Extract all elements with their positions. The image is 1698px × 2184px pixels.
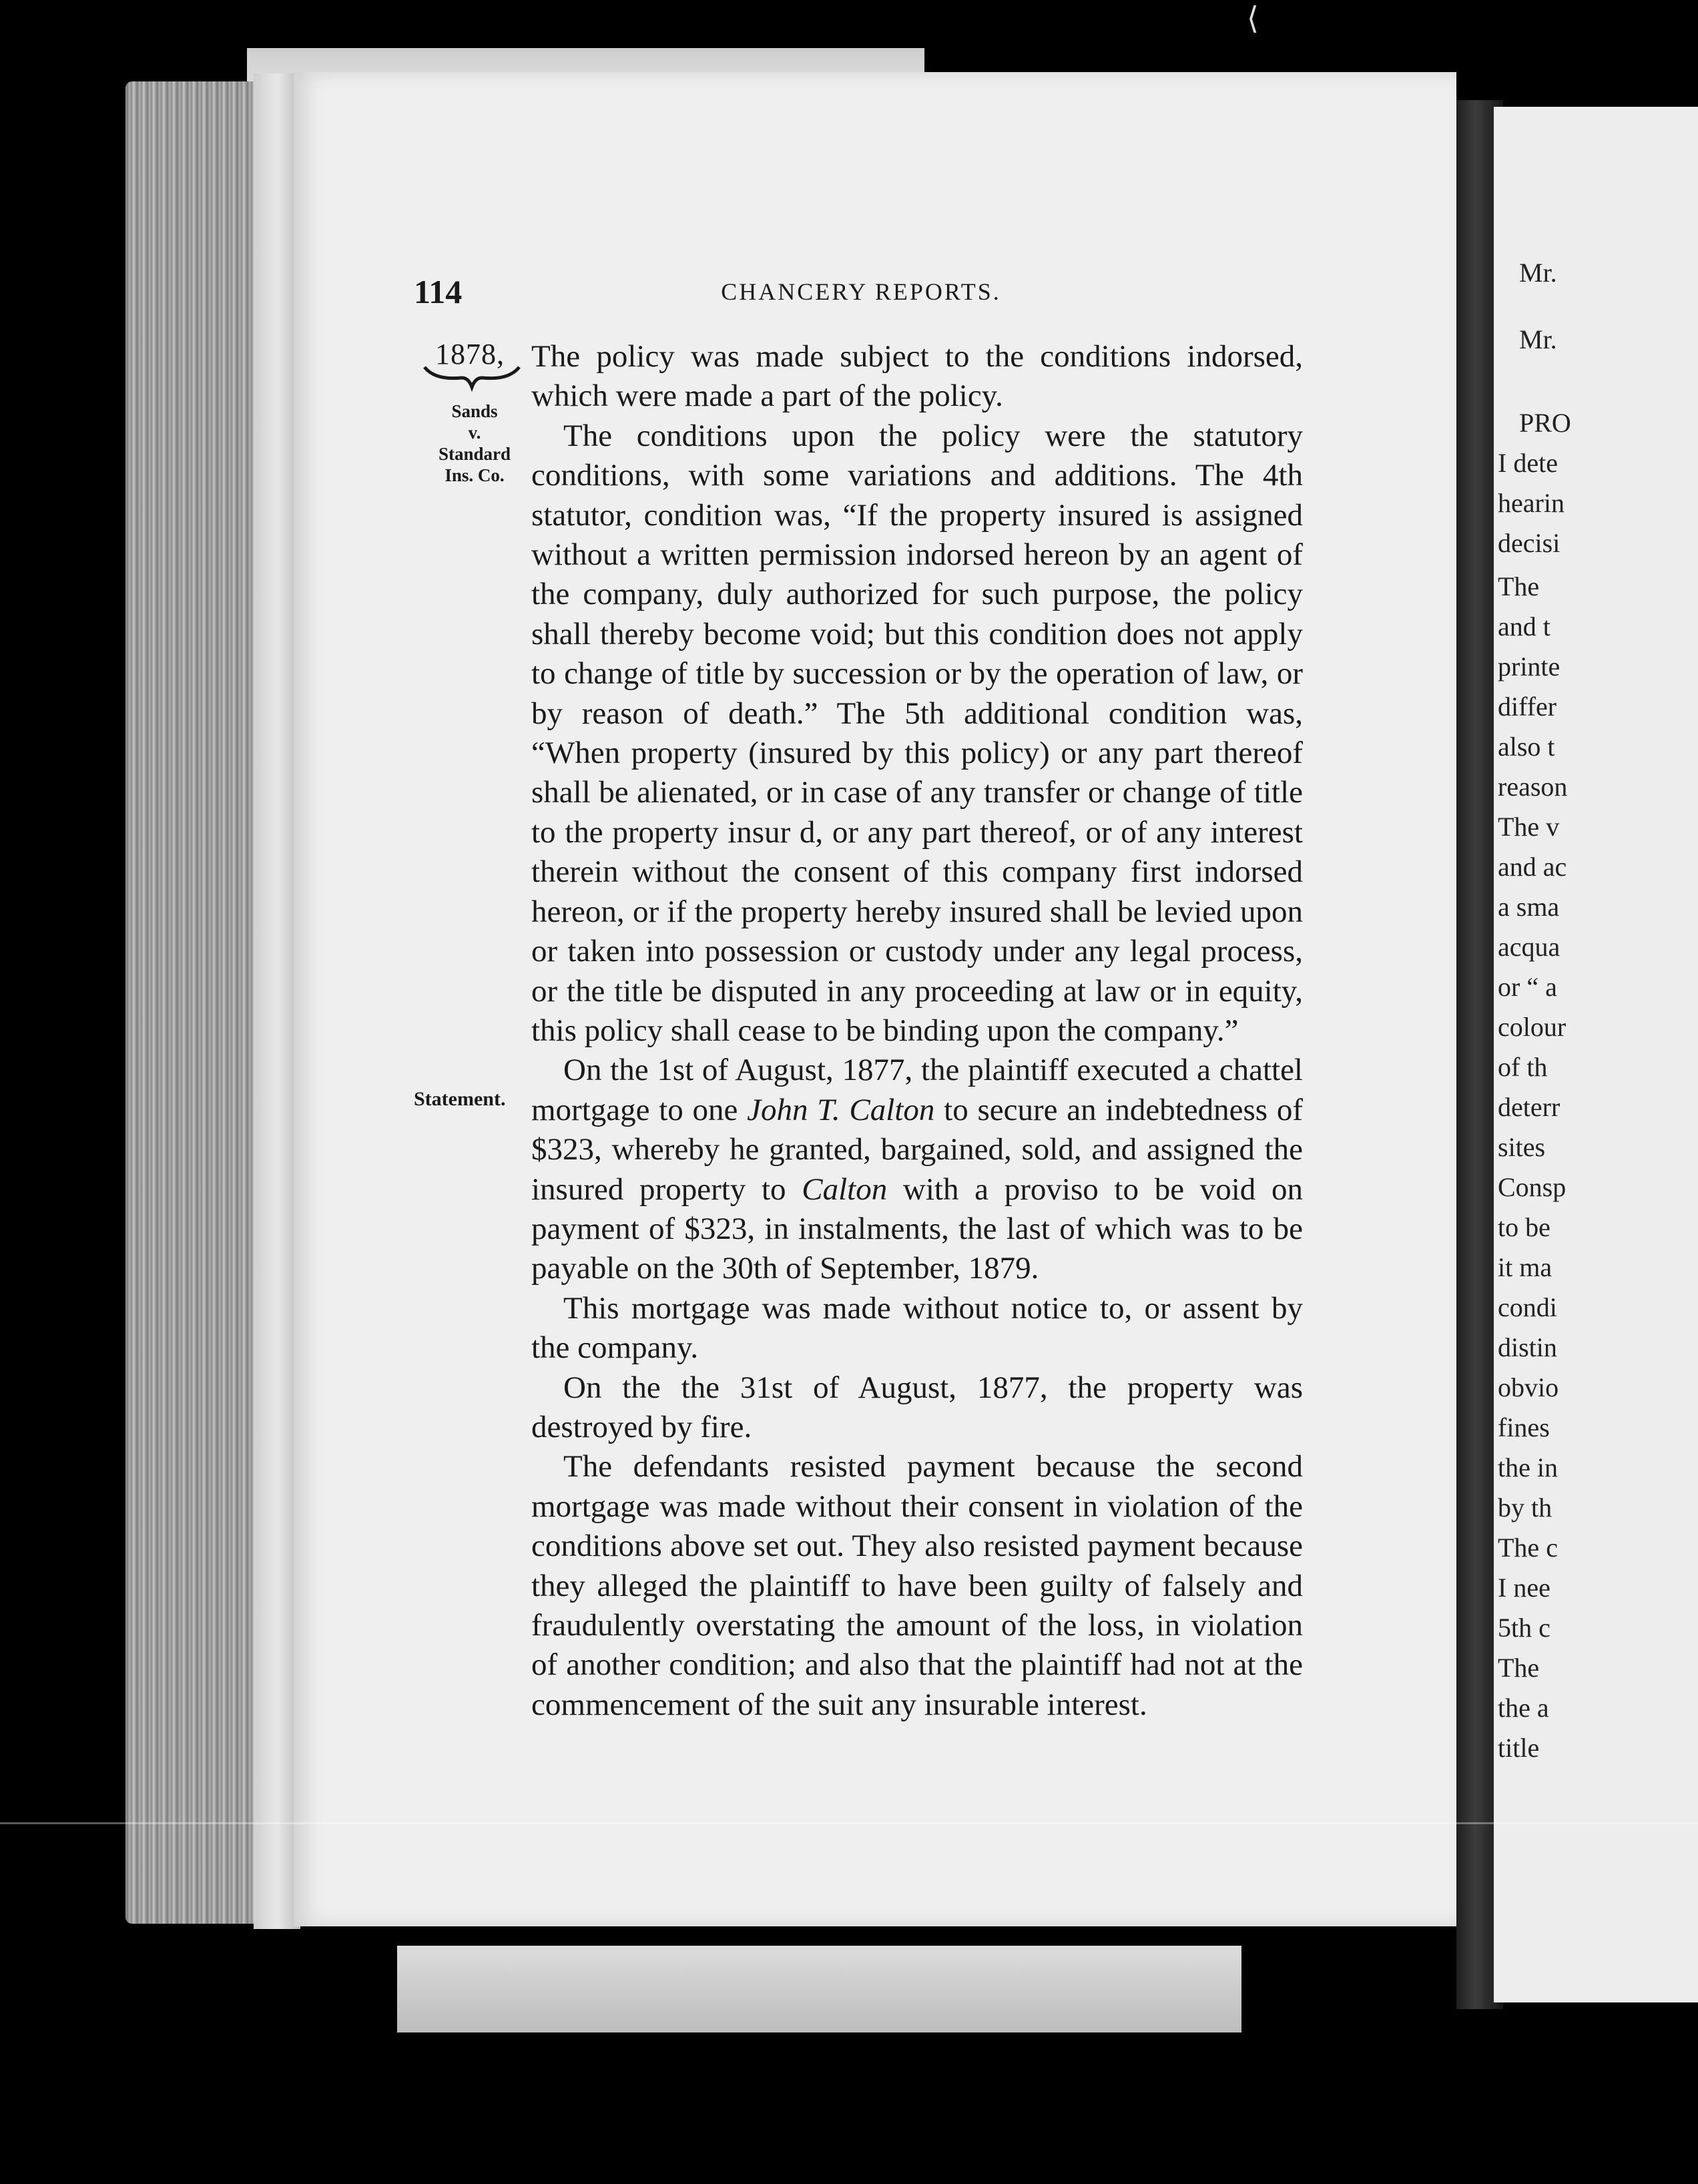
facing-page-fragment: the in [1498,1452,1558,1482]
facing-page-fragment: The [1498,571,1540,601]
paragraph: On the the 31st of August, 1877, the property was destroyed by fire. [531,1370,1303,1444]
paragraph: The defendants resisted payment because the second mortgage was made without their consent in violation of the conditions above set out. They also resisted payment because they alleged the plaintiff to have been guilty of falsely and fraudulently overstating the amount of the loss, in violation of another condition; and also that the plaintiff had not at the commencement of the suit any insurable interest. [531,1449,1303,1722]
facing-page-fragment: Mr. [1519,324,1557,354]
margin-case-line: v. [468,423,481,443]
facing-page-fragment: obvio [1498,1372,1559,1402]
facing-page-fragment: differ [1498,692,1557,722]
paragraph: This mortgage was made without notice to, or assent by the company. [531,1290,1303,1366]
facing-page-fragment: distin [1498,1332,1557,1362]
facing-page-fragment: and ac [1498,852,1567,882]
party-name-italic: Calton [802,1171,888,1207]
facing-page-fragment: title [1498,1733,1540,1763]
facing-page-fragment: fines [1498,1412,1550,1442]
facing-page-fragment: and t [1498,611,1550,641]
facing-page-fragment: deterr [1498,1092,1561,1122]
facing-page-fragment: PRO [1519,408,1571,438]
bottom-page-tab [397,1946,1241,2032]
facing-page-fragment: by th [1498,1492,1552,1523]
facing-page-fragment: The [1498,1653,1540,1683]
paragraph-text: with a proviso to be void on payment of $323, in instalments, the last of which was to be payable on the 30th of September, 1879. [531,1171,1304,1286]
margin-case-line: Standard [438,444,511,464]
facing-page-fragment: sites [1498,1132,1546,1162]
facing-page-fragment: condi [1498,1292,1557,1322]
facing-page-fragment: decisi [1498,528,1561,558]
scan-corner-mark: ⟨ [1247,1,1259,35]
facing-page-fragment: also t [1498,732,1555,762]
margin-year: 1878, [435,338,505,370]
facing-page-fragment: or “ a [1498,972,1557,1002]
paragraph: The conditions upon the policy were the statutory conditions, with some variations and additions. The 4th statutor, condition was, “If the property insured is assigned without a written permission indorsed hereon by an agent of the company, duly authorized for such purpose, the policy shall thereby become void; but this condition does not apply to change of title by succession or by the operation of law, or by reason of death.” The 5th additional condition was, “When property (insured by this policy) or any part thereof shall be alienated, or in case of any transfer or change of title to the property insur d, or any part thereof, or of any interest therein without the consent of this company first indorsed hereon, or if the property hereby insured shall be levied upon or taken into possession or custody under any legal process, or the title be disputed in any proceeding at law or in equity, this policy shall cease to be binding upon the company.” [531,418,1303,1048]
facing-page-fragment: it ma [1498,1252,1552,1282]
facing-page-fragment: Consp [1498,1172,1567,1202]
facing-page-fragment: acqua [1498,932,1561,962]
margin-brace-icon [422,360,522,394]
facing-page-fragment: The c [1498,1533,1558,1563]
scan-artifact-line [0,1822,1698,1824]
margin-statement-label: Statement. [414,1088,506,1110]
margin-case-citation [425,400,525,486]
facing-page-fragment: Mr. [1519,258,1557,288]
facing-page-fragment: a sma [1498,892,1560,922]
facing-page-fragment: the a [1498,1693,1549,1723]
party-name-italic: John T. Calton [747,1092,935,1127]
paragraph-text: On the 1st of August, 1877, the plaintiff executed a chattel mortgage to one [531,1053,1303,1127]
paragraph-text: to secure an indebtedness of $323, whereby he granted, bargained, sold, and assigned the insured property to [531,1092,1303,1207]
facing-page-fragment: of th [1498,1052,1548,1082]
facing-page-fragment: I nee [1498,1573,1550,1603]
facing-page-fragment: to be [1498,1212,1550,1242]
body-text [531,337,1303,1725]
facing-page-fragment: reason [1498,772,1568,802]
facing-page-fragment: The v [1498,812,1560,842]
facing-page-fragment: 5th c [1498,1613,1550,1643]
paragraph: The policy was made subject to the conditions indorsed, which were made a part of the policy. [531,339,1303,414]
page-number: 114 [414,273,463,310]
running-head: CHANCERY REPORTS. [721,278,1001,305]
facing-page-fragment: hearin [1498,488,1565,518]
page-header [414,272,1308,312]
facing-page [1494,107,1698,2002]
facing-page-fragment: I dete [1498,448,1558,478]
paragraph [531,1051,1303,1288]
margin-case-line: Ins. Co. [445,465,505,485]
margin-case-line: Sands [451,401,498,421]
facing-page-fragment: colour [1498,1012,1567,1042]
facing-page-fragment: printe [1498,651,1561,681]
